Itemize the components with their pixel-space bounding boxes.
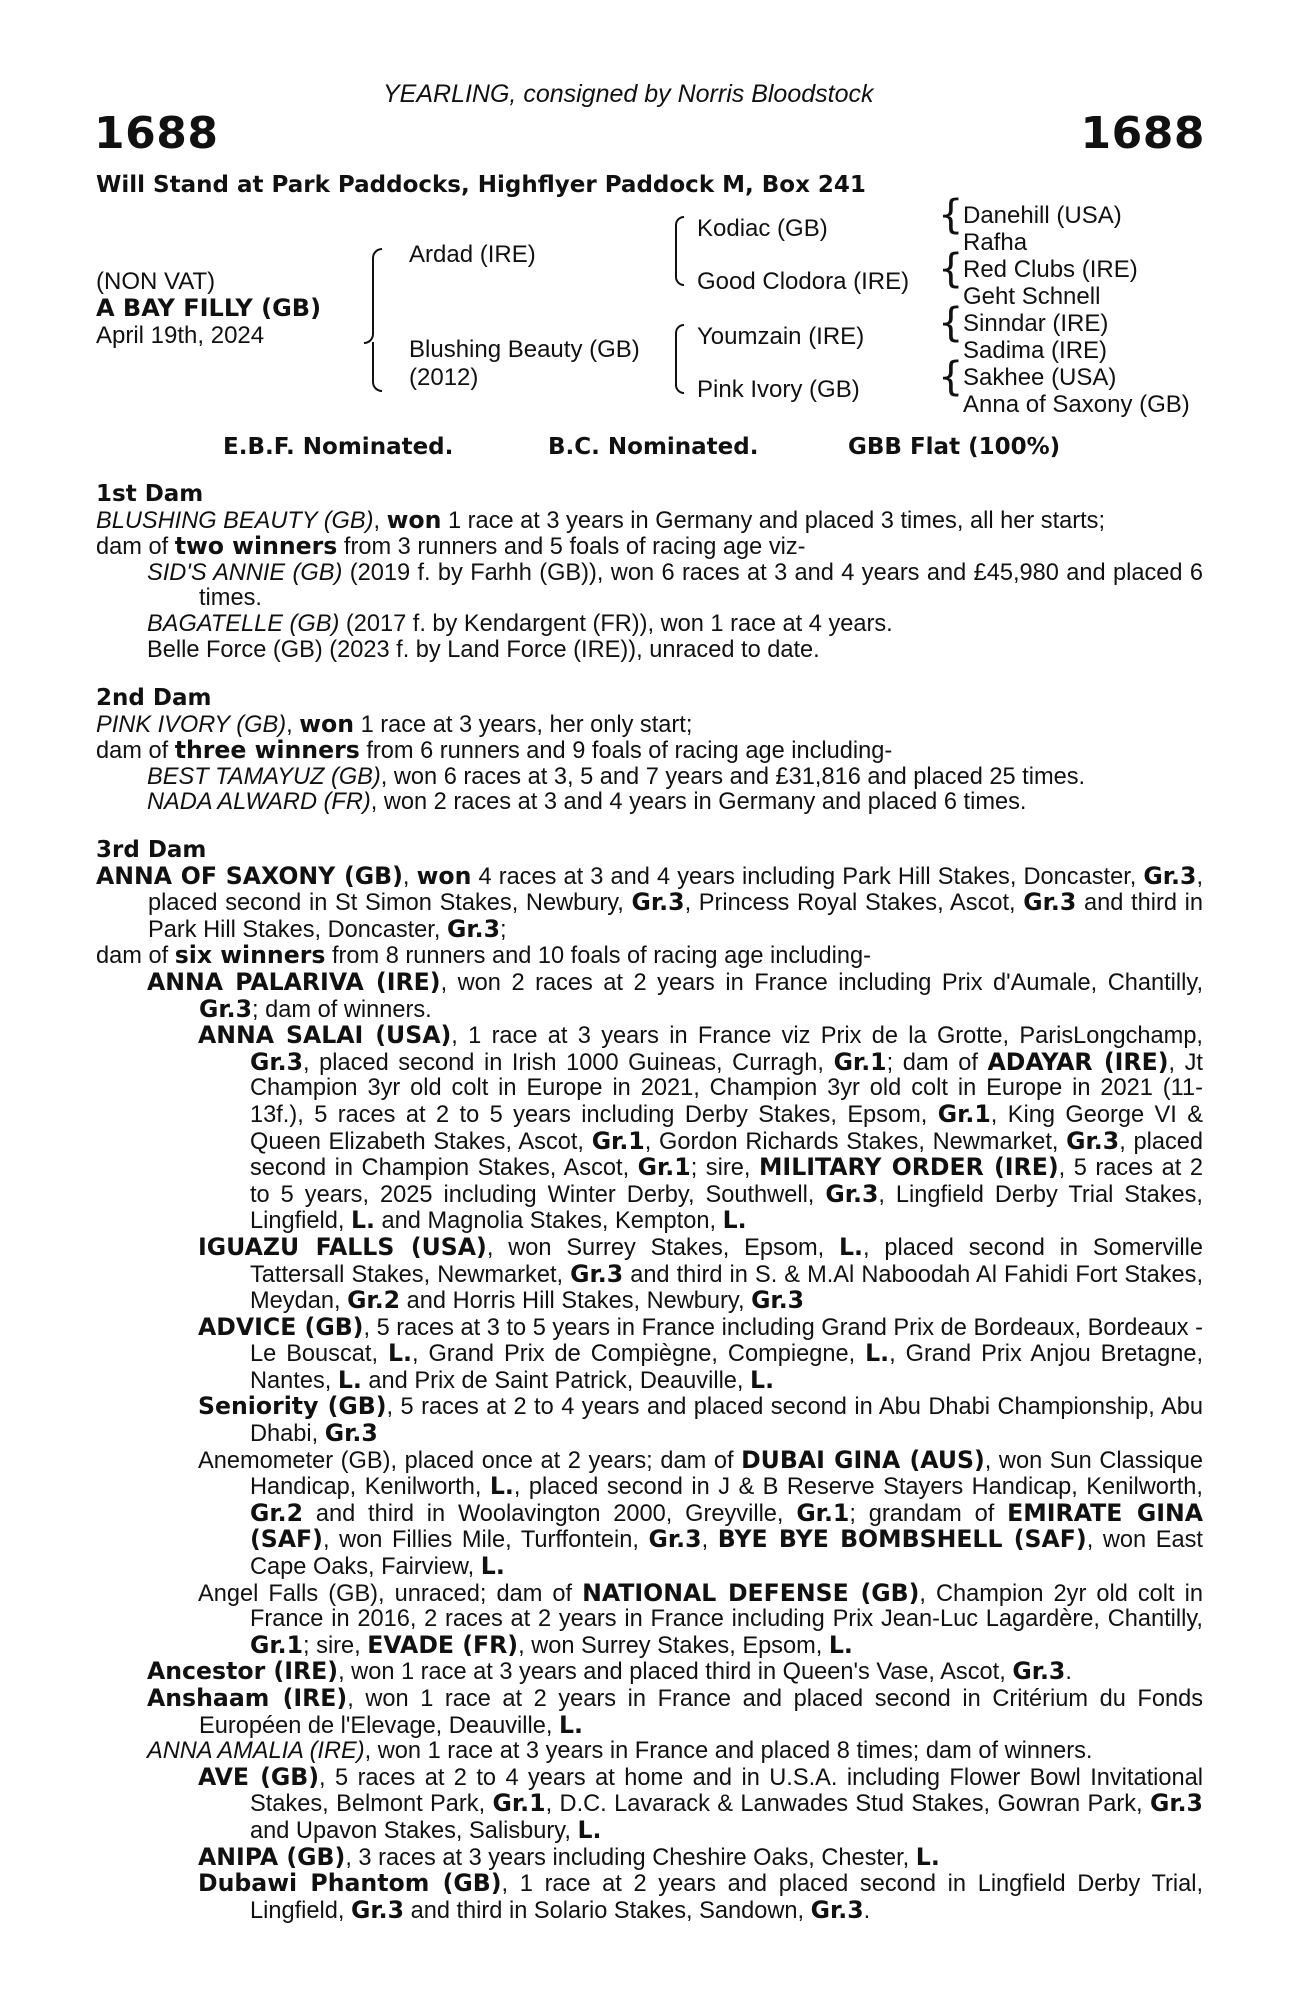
grade-badge: L. bbox=[839, 1232, 863, 1261]
race-text: , won Surrey Stakes, Epsom, bbox=[518, 1632, 829, 1659]
won-label: won bbox=[386, 505, 442, 534]
grade-badge: L. bbox=[337, 1365, 362, 1394]
grade-badge: Gr.3 bbox=[250, 1047, 304, 1076]
third-dam-summary: ANNA OF SAXONY (GB), won 4 races at 3 and 4 years including Park Hill Stakes, Doncaster, Gr.3, placed second in St Simon Stakes, Newbury, Gr.3, Princess Royal Stakes, Ascot, Gr.3 and third in Park Hill Stakes, Doncaster, Gr.3; bbox=[96, 861, 1204, 943]
produce-name: AVE (GB) bbox=[198, 1762, 320, 1791]
produce-entry bbox=[96, 1739, 1203, 1765]
grade-badge: Gr.3 bbox=[751, 1286, 805, 1315]
winner-count: three winners bbox=[174, 736, 360, 765]
produce-name: IGUAZU FALLS (USA) bbox=[198, 1232, 487, 1261]
produce-entry bbox=[96, 1871, 1203, 1924]
produce-name: MILITARY ORDER (IRE) bbox=[758, 1153, 1059, 1182]
first-dam-section bbox=[96, 482, 1203, 663]
stand-location: Will Stand at Park Paddocks, Highflyer Paddock M, Box 241 bbox=[96, 172, 866, 198]
grade-badge: Gr.3 bbox=[199, 994, 253, 1023]
produce-name: NADA ALWARD (FR) bbox=[147, 789, 371, 816]
second-dam-produce-line bbox=[96, 738, 1203, 765]
produce-entry bbox=[96, 1659, 1203, 1686]
race-text: , 5 races at 2 to 5 years, 2025 including Winter Derby, Southwell, bbox=[250, 1155, 1203, 1208]
race-text: 1 race at 3 years, her only start; bbox=[354, 711, 693, 738]
grade-badge: Gr.1 bbox=[796, 1498, 850, 1527]
ebf-nominated: E.B.F. Nominated. bbox=[223, 434, 454, 460]
gg-1: Danehill (USA) bbox=[963, 202, 1122, 229]
first-dam-title: 1st Dam bbox=[96, 481, 204, 507]
race-text: , won Fillies Mile, Turffontein, bbox=[322, 1527, 649, 1554]
dam: Blushing Beauty (GB) bbox=[409, 336, 640, 363]
race-text: , placed second in Irish 1000 Guineas, Curragh, bbox=[303, 1049, 834, 1076]
sire-sire: Kodiac (GB) bbox=[697, 215, 828, 242]
produce-entry bbox=[96, 1232, 1203, 1315]
grade-badge: Gr.3 bbox=[631, 888, 685, 917]
produce-name: ANNA PALARIVA (IRE) bbox=[147, 967, 441, 996]
race-text: , placed second in J & B Reserve Stayers Handicap, Kenilworth, bbox=[513, 1474, 1203, 1501]
race-text: , won 1 race at 3 years and placed third in Queen's Vase, Ascot, bbox=[338, 1659, 1013, 1686]
race-text: ; dam of bbox=[886, 1049, 988, 1076]
won-label: won bbox=[416, 861, 472, 890]
grade-badge: L. bbox=[387, 1339, 412, 1368]
race-text: Anemometer (GB), placed once at 2 years; dam of bbox=[198, 1447, 742, 1474]
produce-entry bbox=[96, 1762, 1203, 1845]
grade-badge: Gr.3 bbox=[1066, 1126, 1120, 1155]
race-text: , won East Cape Oaks, Fairview, bbox=[250, 1527, 1203, 1581]
third-dam-produce-line bbox=[96, 943, 1203, 970]
race-text: 4 races at 3 and 4 years including Park Hill Stakes, Doncaster, bbox=[471, 863, 1144, 890]
sire: Ardad (IRE) bbox=[409, 241, 536, 268]
race-text: , placed second in Champion Stakes, Ascot, bbox=[250, 1128, 1203, 1182]
gg-5: Sinndar (IRE) bbox=[963, 310, 1109, 337]
punctuation: . bbox=[1065, 1659, 1072, 1686]
produce-entry bbox=[96, 561, 1203, 612]
race-text: , King George VI & Queen Elizabeth Stakes, Ascot, bbox=[250, 1101, 1203, 1155]
punctuation: . bbox=[863, 1897, 871, 1924]
race-text: , 5 races at 2 to 4 years and placed second in Abu Dhabi Championship, Abu Dhabi, bbox=[250, 1394, 1203, 1448]
produce-name: NATIONAL DEFENSE (GB) bbox=[582, 1578, 920, 1607]
grade-badge: Gr.3 bbox=[1012, 1657, 1066, 1686]
race-text: , 5 races at 3 to 5 years in France including Grand Prix de Bordeaux, Bordeaux - Le Bouscat, bbox=[250, 1314, 1203, 1368]
race-text: and Prix de Saint Patrick, Deauville, bbox=[361, 1367, 751, 1394]
second-dam-summary: PINK IVORY (GB), won 1 race at 3 years, her only start; bbox=[96, 709, 693, 738]
race-text: from 8 runners and 10 foals of racing age including- bbox=[325, 943, 872, 970]
grade-badge: Gr.3 bbox=[351, 1895, 405, 1924]
race-text: ; sire, bbox=[303, 1632, 368, 1659]
produce-name: Anshaam (IRE) bbox=[147, 1684, 348, 1712]
race-text: and third in Woolavington 2000, Greyville, bbox=[303, 1500, 797, 1527]
produce-name: ANNA SALAI (USA) bbox=[198, 1021, 452, 1050]
grade-badge: Gr.3 bbox=[648, 1525, 702, 1554]
grade-badge: L. bbox=[489, 1472, 514, 1501]
produce-name: EVADE (FR) bbox=[367, 1630, 519, 1659]
produce-entry bbox=[96, 765, 1203, 791]
produce-entry bbox=[96, 967, 1204, 1023]
brace-main-top bbox=[372, 248, 382, 308]
produce-entry bbox=[96, 1394, 1203, 1447]
produce-name: SID'S ANNIE (GB) bbox=[147, 559, 343, 586]
produce-entry bbox=[96, 790, 1203, 816]
second-dam-name: PINK IVORY (GB) bbox=[96, 711, 287, 738]
race-text: and Horris Hill Stakes, Newbury, bbox=[400, 1288, 752, 1315]
grade-badge: Gr.1 bbox=[937, 1099, 991, 1128]
lot-number-right: 1688 bbox=[1080, 108, 1205, 159]
grade-badge: L. bbox=[577, 1815, 602, 1844]
race-text: , 1 race at 2 years and placed second in Lingfield Derby Trial, Lingfield, bbox=[250, 1871, 1203, 1924]
race-text: , 3 races at 3 years including Cheshire Oaks, Chester, bbox=[345, 1844, 916, 1871]
vat-status: (NON VAT) bbox=[96, 268, 216, 295]
sire-dam: Good Clodora (IRE) bbox=[697, 268, 910, 295]
dam-dam: Pink Ivory (GB) bbox=[697, 376, 860, 403]
lot-subtitle: YEARLING, consigned by Norris Bloodstock bbox=[383, 80, 874, 108]
grade-badge: Gr.3 bbox=[810, 1895, 864, 1924]
grade-badge: Gr.1 bbox=[833, 1047, 887, 1076]
produce-name: DUBAI GINA (AUS) bbox=[741, 1445, 985, 1474]
dam-of-label: dam of bbox=[96, 738, 175, 765]
race-text: , won 6 races at 3, 5 and 7 years and £31,816 and placed 25 times. bbox=[380, 763, 1086, 790]
produce-name: BEST TAMAYUZ (GB) bbox=[147, 763, 381, 790]
produce-name: EMIRATE GINA (SAF) bbox=[250, 1498, 1203, 1554]
grade-badge: L. bbox=[915, 1842, 940, 1871]
produce-entry bbox=[96, 1686, 1203, 1739]
race-text: and third in S. & M.Al Naboodah Al Fahidi Fort Stakes, Meydan, bbox=[250, 1261, 1203, 1315]
produce-name: ANIPA (GB) bbox=[198, 1842, 346, 1871]
grade-badge: Gr.2 bbox=[347, 1286, 401, 1315]
produce-name: BAGATELLE (GB) bbox=[147, 610, 340, 637]
grade-badge: L. bbox=[750, 1365, 775, 1394]
gg-4: Geht Schnell bbox=[963, 283, 1101, 310]
grade-badge: Gr.1 bbox=[250, 1630, 304, 1659]
grade-badge: Gr.3 bbox=[324, 1419, 378, 1448]
race-text: , 1 race at 3 years in France viz Prix de la Grotte, ParisLongchamp, bbox=[451, 1023, 1203, 1050]
produce-entry bbox=[96, 638, 1203, 664]
grade-badge: Gr.3 bbox=[446, 914, 500, 943]
race-text: 1 race at 3 years in Germany and placed 3 times, all her starts; bbox=[441, 507, 1106, 534]
dam-year: (2012) bbox=[409, 364, 479, 391]
grade-badge: Gr.1 bbox=[637, 1153, 691, 1182]
race-text: and third in Solario Stakes, Sandown, bbox=[404, 1897, 811, 1924]
brace-dam-low bbox=[675, 358, 684, 394]
race-text: , Grand Prix Anjou Bretagne, Nantes, bbox=[250, 1341, 1203, 1394]
brace-main-bot bbox=[372, 342, 382, 392]
produce-entry bbox=[96, 1312, 1203, 1395]
dam-of-label: dam of bbox=[96, 943, 175, 970]
foaling-date: April 19th, 2024 bbox=[96, 322, 265, 349]
grade-badge: Gr.3 bbox=[1149, 1789, 1203, 1818]
produce-name: BYE BYE BOMBSHELL (SAF) bbox=[717, 1525, 1087, 1554]
grade-badge: L. bbox=[351, 1206, 375, 1235]
race-text: from 6 runners and 9 foals of racing age including- bbox=[359, 738, 893, 765]
race-text: ; sire, bbox=[690, 1155, 759, 1182]
grade-badge: L. bbox=[558, 1710, 583, 1739]
grade-badge: L. bbox=[865, 1339, 890, 1368]
produce-name: Dubawi Phantom (GB) bbox=[198, 1869, 502, 1898]
race-text: , placed second in Somerville Tattersall Stakes, Newmarket, bbox=[250, 1234, 1203, 1288]
race-text: , D.C. Lavarack & Lanwades Stud Stakes, Gowran Park, bbox=[545, 1791, 1150, 1818]
gg-2: Rafha bbox=[963, 229, 1028, 256]
gg-7: Sakhee (USA) bbox=[963, 364, 1117, 391]
produce-name: ANNA AMALIA (IRE) bbox=[147, 1738, 365, 1765]
horse-name: A BAY FILLY (GB) bbox=[96, 294, 322, 322]
won-label: won bbox=[299, 709, 355, 738]
dam-sire: Youmzain (IRE) bbox=[697, 323, 865, 350]
race-text: , won 2 races at 2 years in France including Prix d'Aumale, Chantilly, bbox=[440, 969, 1204, 996]
grade-badge: Gr.3 bbox=[1023, 888, 1077, 917]
race-text: , won Surrey Stakes, Epsom, bbox=[486, 1234, 839, 1261]
race-text: from 3 runners and 5 foals of racing age viz- bbox=[337, 534, 806, 561]
race-text: , Grand Prix de Compiègne, Compiegne, bbox=[411, 1341, 866, 1368]
race-text: , won Sun Classique Handicap, Kenilworth, bbox=[250, 1447, 1203, 1501]
third-dam-name: ANNA OF SAXONY (GB) bbox=[96, 861, 403, 890]
winner-count: six winners bbox=[174, 941, 326, 970]
produce-name: ADAYAR (IRE) bbox=[987, 1047, 1169, 1076]
grade-badge: Gr.3 bbox=[570, 1259, 624, 1288]
first-dam-summary: BLUSHING BEAUTY (GB), won 1 race at 3 years in Germany and placed 3 times, all her starts; bbox=[96, 505, 1106, 534]
grade-badge: L. bbox=[480, 1552, 505, 1581]
race-text: , Jt Champion 3yr old colt in Europe in 2021, Champion 3yr old colt in Europe in 2021 (11-13f.), 5 races at 2 to 5 years including Derby Stakes, Epsom, bbox=[250, 1049, 1203, 1128]
brace-g12: { bbox=[938, 192, 964, 238]
produce-entry: Anemometer (GB), placed once at 2 years; dam of DUBAI GINA (AUS), won Sun Classique Handicap, Kenilworth, L., placed second in J & B Reserve Stayers Handicap, Kenilworth, Gr.2 and third in Woolavington 2000, Greyville, Gr.1; grandam of EMIRATE GINA (SAF), won Fillies Mile, Turffontein, Gr.3, BYE BYE BOMBSHELL (SAF), won East Cape Oaks, Fairview, L. bbox=[198, 1445, 1203, 1581]
race-text: , won 1 race at 2 years in France and placed second in Critérium du Fonds Européen de l'Elevage, Deauville, bbox=[199, 1686, 1203, 1739]
race-text: , won 1 race at 3 years in France and placed 8 times; dam of winners. bbox=[364, 1738, 1093, 1765]
gg-3: Red Clubs (IRE) bbox=[963, 256, 1138, 283]
brace-g56: { bbox=[938, 300, 964, 346]
dam-of-label: dam of bbox=[96, 534, 175, 561]
race-text: , won 2 races at 3 and 4 years in Germany and placed 6 times. bbox=[370, 789, 1027, 816]
first-dam-produce-line bbox=[96, 534, 1203, 561]
grade-badge: Gr.3 bbox=[825, 1179, 879, 1208]
race-text: (2017 f. by Kendargent (FR)), won 1 race at 4 years. bbox=[339, 610, 893, 637]
produce-entry bbox=[96, 1842, 1203, 1872]
second-dam-title: 2nd Dam bbox=[96, 685, 212, 711]
second-dam-section bbox=[96, 686, 1203, 816]
brace-sire bbox=[675, 216, 684, 252]
race-text: Angel Falls (GB), unraced; dam of bbox=[198, 1580, 583, 1607]
grade-badge: L. bbox=[828, 1630, 853, 1659]
brace-g34: { bbox=[938, 246, 964, 292]
race-text: , Gordon Richards Stakes, Newmarket, bbox=[644, 1128, 1067, 1155]
race-text: Belle Force (GB) (2023 f. by Land Force (IRE)), unraced to date. bbox=[147, 636, 820, 663]
produce-name: ADVICE (GB) bbox=[198, 1312, 364, 1341]
produce-entry bbox=[96, 1578, 1203, 1660]
grade-badge: Gr.1 bbox=[492, 1789, 546, 1818]
race-text: ; dam of winners. bbox=[252, 996, 432, 1023]
brace-sire-low bbox=[675, 250, 684, 286]
gbb-flat: GBB Flat (100%) bbox=[848, 434, 1061, 460]
third-dam-section bbox=[96, 838, 1203, 1924]
grade-badge: Gr.2 bbox=[250, 1498, 304, 1527]
lot-number-left: 1688 bbox=[94, 108, 219, 159]
brace-dam bbox=[675, 324, 684, 360]
punctuation: ; bbox=[500, 916, 507, 943]
produce-name: Seniority (GB) bbox=[198, 1392, 387, 1421]
grade-badge: Gr.3 bbox=[1143, 861, 1197, 890]
grade-badge: Gr.1 bbox=[591, 1126, 645, 1155]
race-text: , Lingfield Derby Trial Stakes, Lingfield, bbox=[250, 1181, 1203, 1235]
race-text: and third in Park Hill Stakes, Doncaster, bbox=[148, 890, 1203, 943]
race-text: (2019 f. by Farhh (GB)), won 6 races at 3 and 4 years and £45,980 and placed 6 times. bbox=[199, 559, 1203, 612]
gg-8: Anna of Saxony (GB) bbox=[963, 391, 1190, 418]
winner-count: two winners bbox=[174, 532, 338, 561]
bc-nominated: B.C. Nominated. bbox=[548, 434, 759, 460]
gg-6: Sadima (IRE) bbox=[963, 337, 1108, 364]
race-text: , Princess Royal Stakes, Ascot, bbox=[684, 890, 1024, 917]
first-dam-name: BLUSHING BEAUTY (GB) bbox=[96, 507, 374, 534]
race-text: , Champion 2yr old colt in France in 2016, 2 races at 2 years in France including Prix Jean-Luc Lagardère, Chantilly, bbox=[250, 1580, 1203, 1633]
produce-entry bbox=[96, 612, 1203, 638]
brace-g78: { bbox=[938, 354, 964, 400]
race-text: and Magnolia Stakes, Kempton, bbox=[375, 1208, 723, 1235]
third-dam-title: 3rd Dam bbox=[96, 837, 207, 863]
brace-main-mid bbox=[364, 306, 374, 344]
race-text: ; grandam of bbox=[849, 1500, 1008, 1527]
produce-entry bbox=[96, 1023, 1203, 1235]
race-text: and Upavon Stakes, Salisbury, bbox=[250, 1817, 578, 1844]
race-text: , placed second in St Simon Stakes, Newbury, bbox=[148, 863, 1204, 917]
grade-badge: L. bbox=[722, 1206, 747, 1235]
race-text: , 5 races at 2 to 4 years at home and in U.S.A. including Flower Bowl Invitational Stakes, Belmont Park, bbox=[250, 1764, 1203, 1818]
produce-name: Ancestor (IRE) bbox=[147, 1657, 339, 1686]
